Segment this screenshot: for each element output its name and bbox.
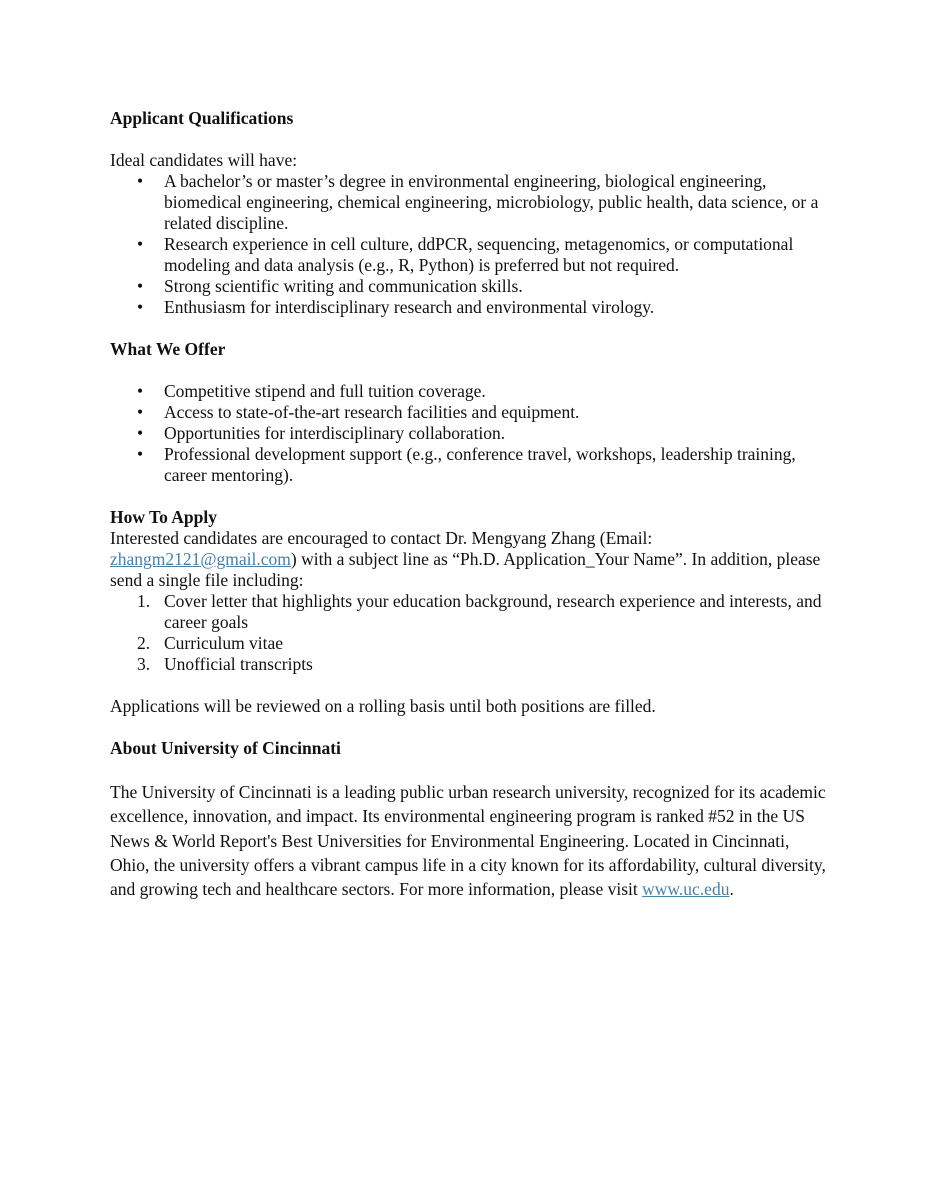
offer-heading: What We Offer bbox=[110, 339, 226, 359]
step-text: Unofficial transcripts bbox=[164, 654, 313, 674]
qualifications-intro: Ideal candidates will have: bbox=[110, 150, 298, 170]
about-heading: About University of Cincinnati bbox=[110, 738, 341, 758]
list-item bbox=[110, 591, 830, 633]
apply-heading: How To Apply bbox=[110, 507, 217, 527]
apply-text-after: ) with a subject line as “Ph.D. Application_Your Name”. In addition, please send a single file including: bbox=[110, 549, 821, 590]
step-number: 3. bbox=[137, 654, 151, 674]
list-item: • Research experience in cell culture, ddPCR, sequencing, metagenomics, or computational modeling and data analysis (e.g., R, Python) is preferred but not required. bbox=[110, 234, 830, 276]
about-text-end: . bbox=[729, 879, 734, 900]
step-text: Curriculum vitae bbox=[164, 633, 284, 653]
list-item: • A bachelor’s or master’s degree in environmental engineering, biological engineering, biomedical engineering, chemical engineering, microbiology, public health, data science, or a related discipline. bbox=[110, 171, 830, 234]
list-item: • Professional development support (e.g., conference travel, workshops, leadership training, career mentoring). bbox=[110, 444, 830, 486]
document-page bbox=[110, 108, 830, 901]
step-text: Cover letter that highlights your education background, research experience and interests, and career goals bbox=[164, 591, 822, 632]
email-link[interactable]: zhangm2121@gmail.com bbox=[110, 549, 291, 569]
step-number: 1. bbox=[137, 591, 151, 611]
list-item: • Access to state-of-the-art research facilities and equipment. bbox=[110, 402, 830, 423]
list-item bbox=[110, 633, 830, 654]
apply-text-before: Interested candidates are encouraged to contact Dr. Mengyang Zhang (Email: bbox=[110, 528, 653, 548]
website-link[interactable]: www.uc.edu bbox=[642, 879, 730, 900]
list-item bbox=[110, 654, 830, 675]
review-note: Applications will be reviewed on a rolling basis until both positions are filled. bbox=[110, 696, 656, 716]
about-text: The University of Cincinnati is a leading public urban research university, recognized for its academic excellence, innovation, and impact. Its environmental engineering program is ranked #52 in the US News & World Report's Best Universities for Environmental Engineering. Located in Cincinnati, Ohio, the university offers a vibrant campus life in a city known for its affordability, cultural diversity, and growing tech and healthcare sectors. For more information, please visit bbox=[110, 782, 826, 900]
offer-list bbox=[110, 381, 830, 486]
about-paragraph bbox=[110, 780, 830, 901]
qualifications-list bbox=[110, 171, 830, 318]
list-item: • Competitive stipend and full tuition coverage. bbox=[110, 381, 830, 402]
list-item: • Opportunities for interdisciplinary collaboration. bbox=[110, 423, 830, 444]
step-number: 2. bbox=[137, 633, 151, 653]
apply-paragraph bbox=[110, 528, 830, 591]
list-item: • Enthusiasm for interdisciplinary research and environmental virology. bbox=[110, 297, 830, 318]
apply-steps-list bbox=[110, 591, 830, 675]
list-item: • Strong scientific writing and communication skills. bbox=[110, 276, 830, 297]
qualifications-heading: Applicant Qualifications bbox=[110, 108, 294, 128]
